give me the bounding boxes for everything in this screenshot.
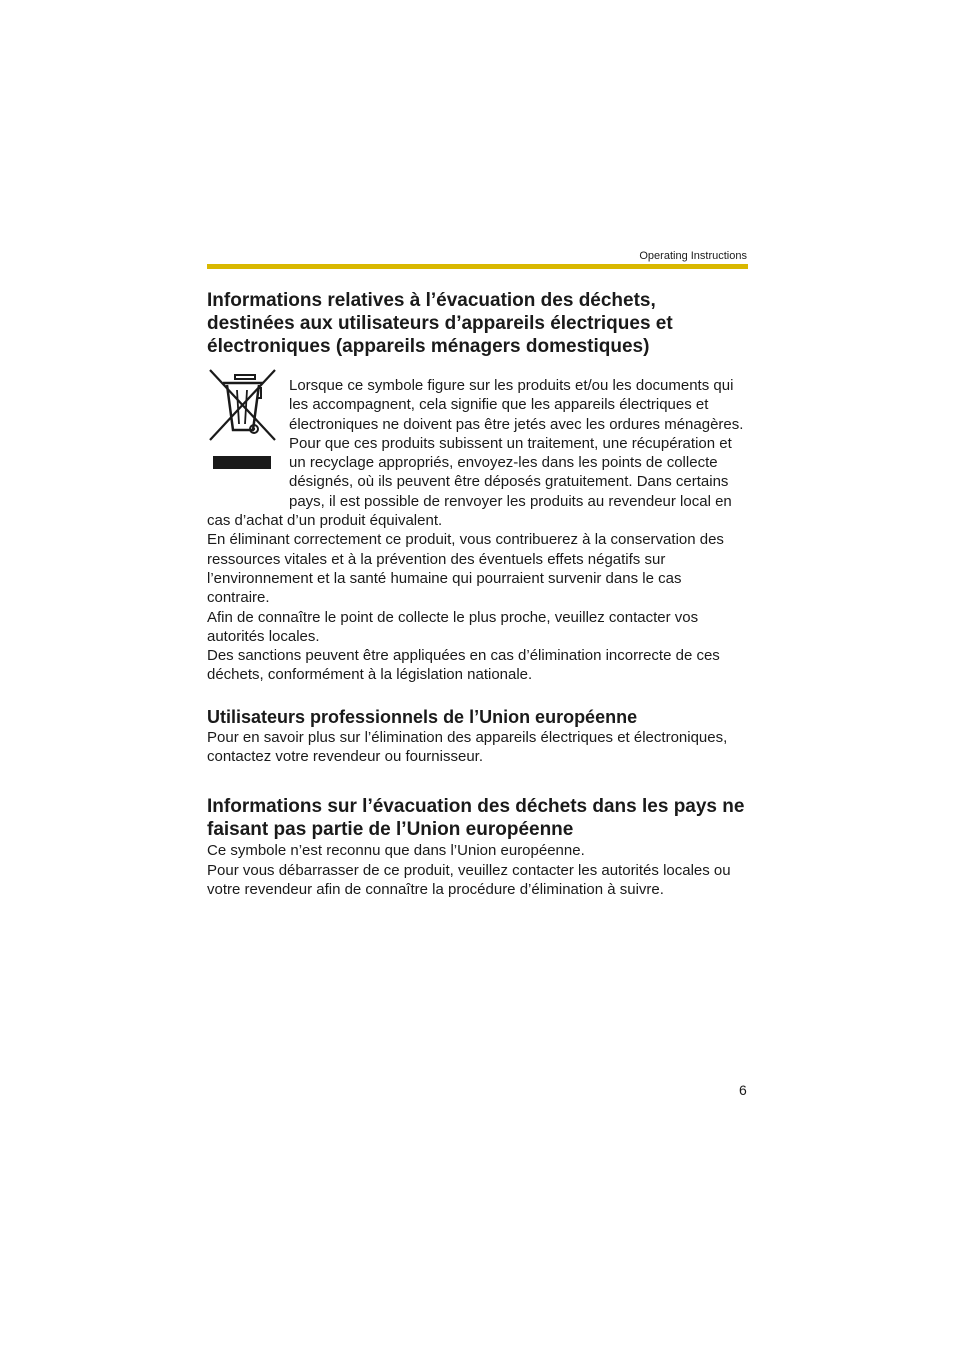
weee-symbol <box>207 368 289 501</box>
section2-title: Utilisateurs professionnels de l’Union européenne <box>207 706 638 727</box>
page-number: 6 <box>739 1082 747 1098</box>
section1-paragraph-4: Afin de connaître le point de collecte le plus proche, veuillez contacter vos autorités locales. <box>207 608 699 645</box>
crossed-out-wheelie-bin-icon <box>207 368 279 470</box>
section1-paragraph-5: Des sanctions peuvent être appliquées en cas d’élimination incorrecte de ces déchets, conformément à la législation nationale. <box>207 647 720 684</box>
section1-body <box>207 376 748 685</box>
section3-paragraph-2: Pour vous débarrasser de ce produit, veuillez contacter les autorités locales ou votre revendeur afin de connaître la procédure d’élimination à suivre. <box>207 861 731 898</box>
document-content <box>207 289 748 899</box>
section1-title: Informations relatives à l’évacuation des déchets, destinées aux utilisateurs d’appareils électriques et électroniques (appareils ménagers domestiques) <box>207 290 673 357</box>
running-header: Operating Instructions <box>639 250 747 262</box>
section1-paragraph-2: Pour que ces produits subissent un traitement, une récupération et un recyclage appropriés, envoyez-les dans les points de collecte désignés, où ils peuvent être déposés gratuitement. Dans certains pays, il est possible de renvoyer les produits au revendeur local en cas d’achat d’un produit équivalent. <box>207 434 732 530</box>
section3 <box>207 795 748 899</box>
section2-paragraph-1: Pour en savoir plus sur l’élimination des appareils électriques et électroniques, contactez votre revendeur ou fournisseur. <box>207 728 728 766</box>
section3-paragraph-1: Ce symbole n’est reconnu que dans l’Union européenne. <box>207 842 585 860</box>
section2 <box>207 706 748 767</box>
header-rule <box>207 264 748 269</box>
section1-paragraph-1: Lorsque ce symbole figure sur les produits et/ou les documents qui les accompagnent, cela signifie que les appareils électriques et électroniques ne doivent pas être jetés avec les ordures ménagères. <box>289 377 744 433</box>
section3-title: Informations sur l’évacuation des déchets dans les pays ne faisant pas partie de l’Union européenne <box>207 796 745 841</box>
section1-paragraph-3: En éliminant correctement ce produit, vous contribuerez à la conservation des ressources vitales et à la prévention des éventuels effets négatifs sur l’environnement et la santé humaine qui pourraient survenir dans le cas contraire. <box>207 531 724 607</box>
